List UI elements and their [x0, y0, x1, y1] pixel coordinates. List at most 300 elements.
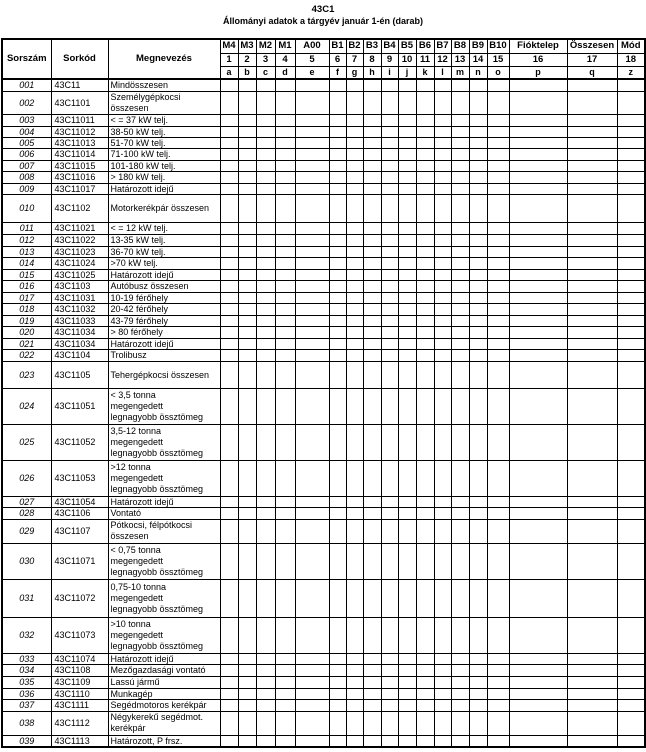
data-entry-cell[interactable]: [434, 246, 451, 257]
data-entry-cell[interactable]: [398, 246, 416, 257]
data-entry-cell[interactable]: [416, 711, 434, 735]
data-entry-cell[interactable]: [346, 171, 363, 183]
data-entry-cell[interactable]: [509, 126, 567, 137]
data-entry-cell[interactable]: [275, 664, 295, 676]
data-entry-cell[interactable]: [256, 699, 275, 711]
data-entry-cell[interactable]: [416, 676, 434, 688]
data-entry-cell[interactable]: [398, 303, 416, 315]
data-entry-cell[interactable]: [220, 91, 238, 114]
data-entry-cell[interactable]: [434, 519, 451, 543]
data-entry-cell[interactable]: [416, 292, 434, 303]
data-entry-cell[interactable]: [295, 424, 329, 460]
data-entry-cell[interactable]: [487, 160, 509, 171]
data-entry-cell[interactable]: [238, 688, 256, 699]
data-entry-cell[interactable]: [451, 496, 469, 507]
data-entry-cell[interactable]: [434, 543, 451, 579]
data-entry-cell[interactable]: [398, 543, 416, 579]
data-entry-cell[interactable]: [434, 137, 451, 148]
data-entry-cell[interactable]: [275, 315, 295, 326]
data-entry-cell[interactable]: [381, 735, 398, 747]
data-entry-cell[interactable]: [329, 234, 346, 246]
data-entry-cell[interactable]: [295, 388, 329, 424]
data-entry-cell[interactable]: [416, 699, 434, 711]
data-entry-cell[interactable]: [256, 338, 275, 349]
data-entry-cell[interactable]: [398, 194, 416, 222]
data-entry-cell[interactable]: [220, 338, 238, 349]
data-entry-cell[interactable]: [329, 711, 346, 735]
data-entry-cell[interactable]: [567, 664, 617, 676]
data-entry-cell[interactable]: [509, 699, 567, 711]
data-entry-cell[interactable]: [469, 114, 487, 126]
data-entry-cell[interactable]: [238, 91, 256, 114]
data-entry-cell[interactable]: [416, 579, 434, 617]
data-entry-cell[interactable]: [469, 126, 487, 137]
data-entry-cell[interactable]: [220, 388, 238, 424]
data-entry-cell[interactable]: [275, 507, 295, 519]
data-entry-cell[interactable]: [451, 361, 469, 388]
data-entry-cell[interactable]: [346, 292, 363, 303]
data-entry-cell[interactable]: [567, 114, 617, 126]
data-entry-cell[interactable]: [329, 183, 346, 194]
data-entry-cell[interactable]: [381, 676, 398, 688]
data-entry-cell[interactable]: [416, 222, 434, 234]
data-entry-cell[interactable]: [220, 519, 238, 543]
data-entry-cell[interactable]: [434, 460, 451, 496]
data-entry-cell[interactable]: [329, 460, 346, 496]
data-entry-cell[interactable]: [256, 519, 275, 543]
data-entry-cell[interactable]: [451, 519, 469, 543]
data-entry-cell[interactable]: [256, 246, 275, 257]
data-entry-cell[interactable]: [469, 91, 487, 114]
data-entry-cell[interactable]: [509, 338, 567, 349]
data-entry-cell[interactable]: [469, 183, 487, 194]
data-entry-cell[interactable]: [346, 280, 363, 292]
data-entry-cell[interactable]: [434, 234, 451, 246]
data-entry-cell[interactable]: [220, 292, 238, 303]
data-entry-cell[interactable]: [295, 507, 329, 519]
data-entry-cell[interactable]: [451, 79, 469, 91]
data-entry-cell[interactable]: [275, 183, 295, 194]
data-entry-cell[interactable]: [381, 234, 398, 246]
data-entry-cell[interactable]: [363, 543, 381, 579]
data-entry-cell[interactable]: [238, 338, 256, 349]
data-entry-cell[interactable]: [487, 137, 509, 148]
data-entry-cell[interactable]: [329, 269, 346, 280]
data-entry-cell[interactable]: [220, 257, 238, 269]
data-entry-cell[interactable]: [381, 349, 398, 361]
data-entry-cell[interactable]: [451, 653, 469, 664]
data-entry-cell[interactable]: [567, 280, 617, 292]
data-entry-cell[interactable]: [567, 303, 617, 315]
data-entry-cell[interactable]: [451, 171, 469, 183]
data-entry-cell[interactable]: [238, 171, 256, 183]
data-entry-cell[interactable]: [275, 543, 295, 579]
data-entry-cell[interactable]: [434, 688, 451, 699]
data-entry-cell[interactable]: [617, 496, 645, 507]
data-entry-cell[interactable]: [451, 183, 469, 194]
data-entry-cell[interactable]: [295, 579, 329, 617]
data-entry-cell[interactable]: [238, 114, 256, 126]
data-entry-cell[interactable]: [363, 303, 381, 315]
data-entry-cell[interactable]: [434, 315, 451, 326]
data-entry-cell[interactable]: [509, 519, 567, 543]
data-entry-cell[interactable]: [295, 338, 329, 349]
data-entry-cell[interactable]: [381, 361, 398, 388]
data-entry-cell[interactable]: [509, 653, 567, 664]
data-entry-cell[interactable]: [451, 338, 469, 349]
data-entry-cell[interactable]: [381, 269, 398, 280]
data-entry-cell[interactable]: [256, 735, 275, 747]
data-entry-cell[interactable]: [295, 137, 329, 148]
data-entry-cell[interactable]: [295, 349, 329, 361]
data-entry-cell[interactable]: [275, 79, 295, 91]
data-entry-cell[interactable]: [487, 361, 509, 388]
data-entry-cell[interactable]: [434, 735, 451, 747]
data-entry-cell[interactable]: [256, 114, 275, 126]
data-entry-cell[interactable]: [256, 269, 275, 280]
data-entry-cell[interactable]: [567, 424, 617, 460]
data-entry-cell[interactable]: [469, 543, 487, 579]
data-entry-cell[interactable]: [487, 617, 509, 653]
data-entry-cell[interactable]: [398, 496, 416, 507]
data-entry-cell[interactable]: [275, 496, 295, 507]
data-entry-cell[interactable]: [617, 257, 645, 269]
data-entry-cell[interactable]: [509, 148, 567, 160]
data-entry-cell[interactable]: [220, 79, 238, 91]
data-entry-cell[interactable]: [416, 338, 434, 349]
data-entry-cell[interactable]: [220, 507, 238, 519]
data-entry-cell[interactable]: [567, 460, 617, 496]
data-entry-cell[interactable]: [567, 91, 617, 114]
data-entry-cell[interactable]: [567, 699, 617, 711]
data-entry-cell[interactable]: [256, 257, 275, 269]
data-entry-cell[interactable]: [329, 303, 346, 315]
data-entry-cell[interactable]: [220, 246, 238, 257]
data-entry-cell[interactable]: [509, 160, 567, 171]
data-entry-cell[interactable]: [398, 735, 416, 747]
data-entry-cell[interactable]: [617, 349, 645, 361]
data-entry-cell[interactable]: [416, 519, 434, 543]
data-entry-cell[interactable]: [329, 579, 346, 617]
data-entry-cell[interactable]: [256, 688, 275, 699]
data-entry-cell[interactable]: [469, 222, 487, 234]
data-entry-cell[interactable]: [469, 194, 487, 222]
data-entry-cell[interactable]: [567, 269, 617, 280]
data-entry-cell[interactable]: [469, 699, 487, 711]
data-entry-cell[interactable]: [295, 617, 329, 653]
data-entry-cell[interactable]: [346, 617, 363, 653]
data-entry-cell[interactable]: [256, 160, 275, 171]
data-entry-cell[interactable]: [434, 114, 451, 126]
data-entry-cell[interactable]: [295, 361, 329, 388]
data-entry-cell[interactable]: [275, 519, 295, 543]
data-entry-cell[interactable]: [275, 114, 295, 126]
data-entry-cell[interactable]: [238, 269, 256, 280]
data-entry-cell[interactable]: [617, 91, 645, 114]
data-entry-cell[interactable]: [487, 269, 509, 280]
data-entry-cell[interactable]: [398, 388, 416, 424]
data-entry-cell[interactable]: [416, 303, 434, 315]
data-entry-cell[interactable]: [567, 315, 617, 326]
data-entry-cell[interactable]: [469, 388, 487, 424]
data-entry-cell[interactable]: [346, 676, 363, 688]
data-entry-cell[interactable]: [295, 496, 329, 507]
data-entry-cell[interactable]: [238, 676, 256, 688]
data-entry-cell[interactable]: [567, 194, 617, 222]
data-entry-cell[interactable]: [329, 292, 346, 303]
data-entry-cell[interactable]: [295, 543, 329, 579]
data-entry-cell[interactable]: [275, 303, 295, 315]
data-entry-cell[interactable]: [567, 711, 617, 735]
data-entry-cell[interactable]: [487, 194, 509, 222]
data-entry-cell[interactable]: [381, 388, 398, 424]
data-entry-cell[interactable]: [346, 303, 363, 315]
data-entry-cell[interactable]: [416, 460, 434, 496]
data-entry-cell[interactable]: [398, 460, 416, 496]
data-entry-cell[interactable]: [220, 315, 238, 326]
data-entry-cell[interactable]: [220, 699, 238, 711]
data-entry-cell[interactable]: [363, 171, 381, 183]
data-entry-cell[interactable]: [238, 579, 256, 617]
data-entry-cell[interactable]: [275, 171, 295, 183]
data-entry-cell[interactable]: [238, 222, 256, 234]
data-entry-cell[interactable]: [295, 676, 329, 688]
data-entry-cell[interactable]: [346, 79, 363, 91]
data-entry-cell[interactable]: [487, 579, 509, 617]
data-entry-cell[interactable]: [509, 137, 567, 148]
data-entry-cell[interactable]: [567, 543, 617, 579]
data-entry-cell[interactable]: [469, 137, 487, 148]
data-entry-cell[interactable]: [295, 280, 329, 292]
data-entry-cell[interactable]: [220, 349, 238, 361]
data-entry-cell[interactable]: [363, 137, 381, 148]
data-entry-cell[interactable]: [487, 653, 509, 664]
data-entry-cell[interactable]: [295, 194, 329, 222]
data-entry-cell[interactable]: [434, 676, 451, 688]
data-entry-cell[interactable]: [509, 688, 567, 699]
data-entry-cell[interactable]: [509, 194, 567, 222]
data-entry-cell[interactable]: [275, 137, 295, 148]
data-entry-cell[interactable]: [256, 579, 275, 617]
data-entry-cell[interactable]: [469, 171, 487, 183]
data-entry-cell[interactable]: [509, 315, 567, 326]
data-entry-cell[interactable]: [487, 303, 509, 315]
data-entry-cell[interactable]: [451, 579, 469, 617]
data-entry-cell[interactable]: [346, 424, 363, 460]
data-entry-cell[interactable]: [220, 688, 238, 699]
data-entry-cell[interactable]: [617, 280, 645, 292]
data-entry-cell[interactable]: [416, 234, 434, 246]
data-entry-cell[interactable]: [346, 519, 363, 543]
data-entry-cell[interactable]: [329, 507, 346, 519]
data-entry-cell[interactable]: [363, 194, 381, 222]
data-entry-cell[interactable]: [398, 519, 416, 543]
data-entry-cell[interactable]: [256, 664, 275, 676]
data-entry-cell[interactable]: [416, 617, 434, 653]
data-entry-cell[interactable]: [434, 338, 451, 349]
data-entry-cell[interactable]: [451, 349, 469, 361]
data-entry-cell[interactable]: [329, 137, 346, 148]
data-entry-cell[interactable]: [275, 246, 295, 257]
data-entry-cell[interactable]: [381, 664, 398, 676]
data-entry-cell[interactable]: [617, 507, 645, 519]
data-entry-cell[interactable]: [363, 711, 381, 735]
data-entry-cell[interactable]: [416, 735, 434, 747]
data-entry-cell[interactable]: [434, 148, 451, 160]
data-entry-cell[interactable]: [487, 519, 509, 543]
data-entry-cell[interactable]: [329, 246, 346, 257]
data-entry-cell[interactable]: [238, 292, 256, 303]
data-entry-cell[interactable]: [363, 246, 381, 257]
data-entry-cell[interactable]: [469, 79, 487, 91]
data-entry-cell[interactable]: [509, 222, 567, 234]
data-entry-cell[interactable]: [487, 171, 509, 183]
data-entry-cell[interactable]: [617, 579, 645, 617]
data-entry-cell[interactable]: [398, 711, 416, 735]
data-entry-cell[interactable]: [363, 653, 381, 664]
data-entry-cell[interactable]: [220, 735, 238, 747]
data-entry-cell[interactable]: [434, 326, 451, 338]
data-entry-cell[interactable]: [275, 148, 295, 160]
data-entry-cell[interactable]: [567, 171, 617, 183]
data-entry-cell[interactable]: [509, 114, 567, 126]
data-entry-cell[interactable]: [617, 664, 645, 676]
data-entry-cell[interactable]: [329, 688, 346, 699]
data-entry-cell[interactable]: [220, 171, 238, 183]
data-entry-cell[interactable]: [398, 91, 416, 114]
data-entry-cell[interactable]: [451, 222, 469, 234]
data-entry-cell[interactable]: [381, 688, 398, 699]
data-entry-cell[interactable]: [416, 148, 434, 160]
data-entry-cell[interactable]: [451, 269, 469, 280]
data-entry-cell[interactable]: [451, 148, 469, 160]
data-entry-cell[interactable]: [451, 114, 469, 126]
data-entry-cell[interactable]: [238, 519, 256, 543]
data-entry-cell[interactable]: [487, 148, 509, 160]
data-entry-cell[interactable]: [238, 699, 256, 711]
data-entry-cell[interactable]: [363, 361, 381, 388]
data-entry-cell[interactable]: [329, 349, 346, 361]
data-entry-cell[interactable]: [295, 688, 329, 699]
data-entry-cell[interactable]: [434, 91, 451, 114]
data-entry-cell[interactable]: [487, 91, 509, 114]
data-entry-cell[interactable]: [451, 388, 469, 424]
data-entry-cell[interactable]: [381, 194, 398, 222]
data-entry-cell[interactable]: [256, 171, 275, 183]
data-entry-cell[interactable]: [238, 280, 256, 292]
data-entry-cell[interactable]: [398, 257, 416, 269]
data-entry-cell[interactable]: [469, 676, 487, 688]
data-entry-cell[interactable]: [469, 507, 487, 519]
data-entry-cell[interactable]: [487, 424, 509, 460]
data-entry-cell[interactable]: [434, 507, 451, 519]
data-entry-cell[interactable]: [238, 160, 256, 171]
data-entry-cell[interactable]: [398, 688, 416, 699]
data-entry-cell[interactable]: [329, 699, 346, 711]
data-entry-cell[interactable]: [346, 183, 363, 194]
data-entry-cell[interactable]: [487, 711, 509, 735]
data-entry-cell[interactable]: [363, 160, 381, 171]
data-entry-cell[interactable]: [567, 234, 617, 246]
data-entry-cell[interactable]: [451, 315, 469, 326]
data-entry-cell[interactable]: [416, 315, 434, 326]
data-entry-cell[interactable]: [434, 292, 451, 303]
data-entry-cell[interactable]: [469, 315, 487, 326]
data-entry-cell[interactable]: [363, 269, 381, 280]
data-entry-cell[interactable]: [363, 315, 381, 326]
data-entry-cell[interactable]: [469, 496, 487, 507]
data-entry-cell[interactable]: [256, 234, 275, 246]
data-entry-cell[interactable]: [329, 114, 346, 126]
data-entry-cell[interactable]: [509, 292, 567, 303]
data-entry-cell[interactable]: [363, 280, 381, 292]
data-entry-cell[interactable]: [275, 617, 295, 653]
data-entry-cell[interactable]: [617, 137, 645, 148]
data-entry-cell[interactable]: [487, 664, 509, 676]
data-entry-cell[interactable]: [434, 280, 451, 292]
data-entry-cell[interactable]: [238, 234, 256, 246]
data-entry-cell[interactable]: [416, 496, 434, 507]
data-entry-cell[interactable]: [398, 269, 416, 280]
data-entry-cell[interactable]: [381, 519, 398, 543]
data-entry-cell[interactable]: [451, 699, 469, 711]
data-entry-cell[interactable]: [275, 326, 295, 338]
data-entry-cell[interactable]: [451, 194, 469, 222]
data-entry-cell[interactable]: [469, 711, 487, 735]
data-entry-cell[interactable]: [381, 292, 398, 303]
data-entry-cell[interactable]: [416, 194, 434, 222]
data-entry-cell[interactable]: [363, 617, 381, 653]
data-entry-cell[interactable]: [398, 338, 416, 349]
data-entry-cell[interactable]: [567, 338, 617, 349]
data-entry-cell[interactable]: [346, 653, 363, 664]
data-entry-cell[interactable]: [617, 160, 645, 171]
data-entry-cell[interactable]: [469, 735, 487, 747]
data-entry-cell[interactable]: [381, 171, 398, 183]
data-entry-cell[interactable]: [363, 424, 381, 460]
data-entry-cell[interactable]: [220, 653, 238, 664]
data-entry-cell[interactable]: [220, 114, 238, 126]
data-entry-cell[interactable]: [256, 711, 275, 735]
data-entry-cell[interactable]: [567, 222, 617, 234]
data-entry-cell[interactable]: [363, 91, 381, 114]
data-entry-cell[interactable]: [567, 137, 617, 148]
data-entry-cell[interactable]: [567, 183, 617, 194]
data-entry-cell[interactable]: [381, 653, 398, 664]
data-entry-cell[interactable]: [346, 664, 363, 676]
data-entry-cell[interactable]: [416, 349, 434, 361]
data-entry-cell[interactable]: [567, 735, 617, 747]
data-entry-cell[interactable]: [567, 160, 617, 171]
data-entry-cell[interactable]: [238, 388, 256, 424]
data-entry-cell[interactable]: [398, 579, 416, 617]
data-entry-cell[interactable]: [416, 543, 434, 579]
data-entry-cell[interactable]: [295, 303, 329, 315]
data-entry-cell[interactable]: [256, 388, 275, 424]
data-entry-cell[interactable]: [617, 688, 645, 699]
data-entry-cell[interactable]: [567, 79, 617, 91]
data-entry-cell[interactable]: [363, 519, 381, 543]
data-entry-cell[interactable]: [346, 326, 363, 338]
data-entry-cell[interactable]: [487, 349, 509, 361]
data-entry-cell[interactable]: [295, 653, 329, 664]
data-entry-cell[interactable]: [238, 349, 256, 361]
data-entry-cell[interactable]: [220, 194, 238, 222]
data-entry-cell[interactable]: [346, 735, 363, 747]
data-entry-cell[interactable]: [398, 664, 416, 676]
data-entry-cell[interactable]: [487, 676, 509, 688]
data-entry-cell[interactable]: [469, 579, 487, 617]
